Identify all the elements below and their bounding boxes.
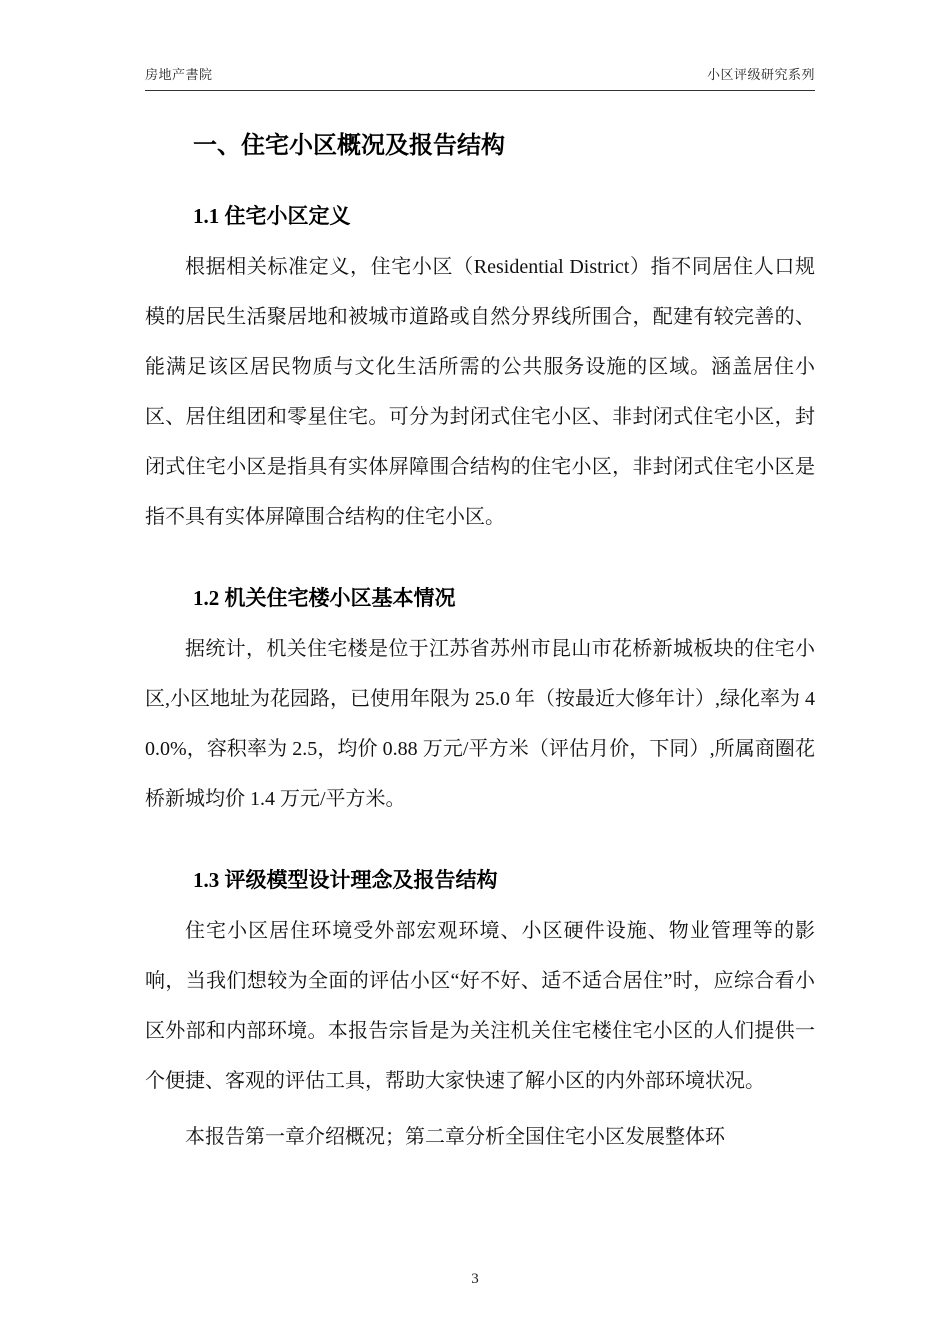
section-title-1-3: 1.3 评级模型设计理念及报告结构 xyxy=(193,868,498,892)
chapter-title: 一、住宅小区概况及报告结构 xyxy=(193,133,505,159)
section-title-1-2: 1.2 机关住宅楼小区基本情况 xyxy=(193,586,456,610)
section-title-1-1: 1.1 住宅小区定义 xyxy=(193,204,351,228)
paragraph-report-structure: 本报告第一章介绍概况；第二章分析全国住宅小区发展整体环 xyxy=(185,1126,725,1148)
page-number: 3 xyxy=(471,1271,479,1287)
paragraph-basic-info: 据统计，机关住宅楼是位于江苏省苏州市昆山市花桥新城板块的住宅小区,小区地址为花园路，已使用年限为 25.0 年（按最近大修年计）,绿化率为 40.0%，容积率为 2.5，均价 0.88 万元/平方米（评估月价，下同）,所属商圈花桥新城均价 1.4 万元/平方米。 xyxy=(145,638,815,810)
paragraph-definition: 根据相关标准定义，住宅小区（Residential District）指不同居住人口规模的居民生活聚居地和被城市道路或自然分界线所围合，配建有较完善的、能满足该区居民物质与文化生活所需的公共服务设施的区域。涵盖居住小区、居住组团和零星住宅。可分为封闭式住宅小区、非封闭式住宅小区，封闭式住宅小区是指具有实体屏障围合结构的住宅小区，非封闭式住宅小区是指不具有实体屏障围合结构的住宅小区。 xyxy=(145,256,815,528)
page-footer xyxy=(0,1271,950,1288)
paragraph-rating-model: 住宅小区居住环境受外部宏观环境、小区硬件设施、物业管理等的影响，当我们想较为全面的评估小区“好不好、适不适合居住”时，应综合看小区外部和内部环境。本报告宗旨是为关注机关住宅楼住宅小区的人们提供一个便捷、客观的评估工具，帮助大家快速了解小区的内外部环境状况。 xyxy=(145,920,815,1092)
header-right-text: 小区评级研究系列 xyxy=(706,67,815,82)
page-header xyxy=(145,64,815,91)
header-left-text: 房地产書院 xyxy=(145,67,213,82)
